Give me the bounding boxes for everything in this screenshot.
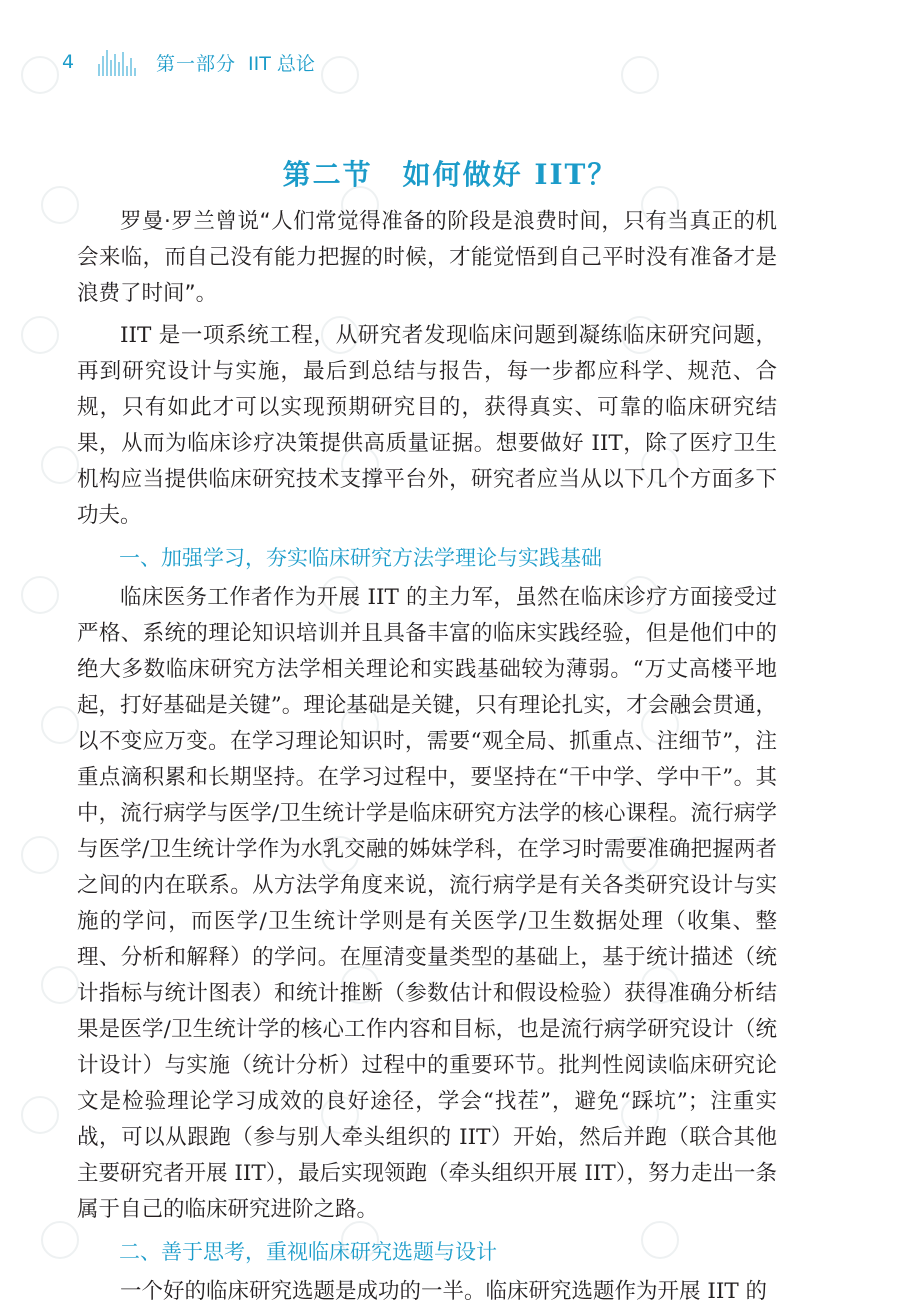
body-text <box>77 204 777 1316</box>
section-title <box>0 153 900 193</box>
page-number: 4 <box>62 51 75 73</box>
section-heading: 如何做好 IIT？ <box>402 157 618 191</box>
subheading-2: 二、善于思考，重视临床研究选题与设计 <box>119 1240 497 1264</box>
subheading-1: 一、加强学习，夯实临床研究方法学理论与实践基础 <box>119 546 602 570</box>
running-header <box>62 44 315 80</box>
paragraph-study: 临床医务工作者作为开展 IIT 的主力军，虽然在临床诊疗方面接受过严格、系统的理论知识培训并且具备丰富的临床实践经验，但是他们中的绝大多数临床研究方法学相关理论和实践基础较为薄弱。“万丈高楼平地起，打好基础是关键”。理论基础是关键，只有理论扎实，才会融会贯通，以不变应万变。在学习理论知识时，需要“观全局、抓重点、注细节”，注重点滴积累和长期坚持。在学习过程中，要坚持在“干中学、学中干”。其中，流行病学与医学/卫生统计学是临床研究方法学的核心课程。流行病学与医学/卫生统计学作为水乳交融的姊妹学科，在学习时需要准确把握两者之间的内在联系。从方法学角度来说，流行病学是有关各类研究设计与实施的学问，而医学/卫生统计学则是有关医学/卫生数据处理（收集、整理、分析和解释）的学问。在厘清变量类型的基础上，基于统计描述（统计指标与统计图表）和统计推断（参数估计和假设检验）获得准确分析结果是医学/卫生统计学的核心工作内容和目标，也是流行病学研究设计（统计设计）与实施（统计分析）过程中的重要环节。批判性阅读临床研究论文是检验理论学习成效的良好途径，学会“找茬”，避免“踩坑”；注重实战，可以从跟跑（参与别人牵头组织的 IIT）开始，然后并跑（联合其他主要研究者开展 IIT），最后实现领跑（牵头组织开展 IIT），努力走出一条属于自己的临床研究进阶之路。 <box>77 585 777 1222</box>
paragraph-quote: 罗曼·罗兰曾说“人们常觉得准备的阶段是浪费时间，只有当真正的机会来临，而自己没有能力把握的时候，才能觉悟到自己平时没有准备才是浪费了时间”。 <box>77 209 777 306</box>
section-number: 第二节 <box>282 157 373 191</box>
bar-chart-decoration-icon <box>98 48 138 76</box>
paragraph-intro: IIT 是一项系统工程，从研究者发现临床问题到凝练临床研究问题，再到研究设计与实施，最后到总结与报告，每一步都应科学、规范、合规，只有如此才可以实现预期研究目的，获得真实、可靠的临床研究结果，从而为临床诊疗决策提供高质量证据。想要做好 IIT，除了医疗卫生机构应当提供临床研究技术支撑平台外，研究者应当从以下几个方面多下功夫。 <box>77 323 777 528</box>
part-topic: IIT 总论 <box>248 52 315 75</box>
paragraph-topic: 一个好的临床研究选题是成功的一半。临床研究选题作为开展 IIT 的 <box>120 1279 767 1304</box>
part-label: 第一部分 <box>156 52 237 75</box>
